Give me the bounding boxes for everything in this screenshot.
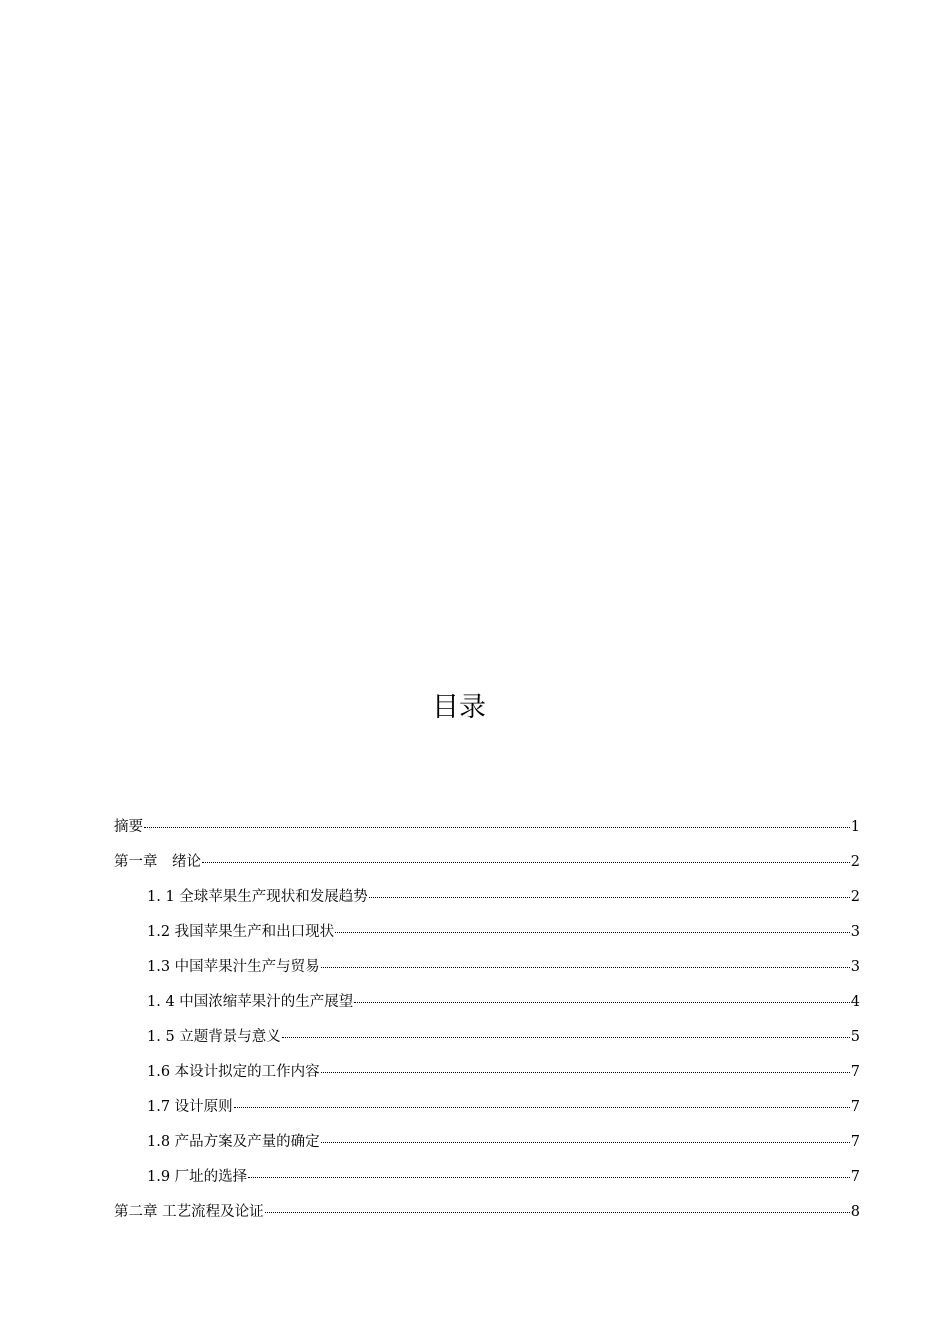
toc-dot-leader	[321, 1141, 850, 1143]
toc-entry-label: 1.6 本设计拟定的工作内容	[147, 1064, 320, 1080]
toc-entry-label: 1. 1 全球苹果生产现状和发展趋势	[147, 889, 368, 905]
toc-entry-page: 3	[850, 924, 860, 940]
toc-entry[interactable]	[114, 917, 860, 952]
toc-entry[interactable]	[114, 952, 860, 987]
toc-entry-page: 2	[850, 889, 860, 905]
toc-entry[interactable]	[114, 1162, 860, 1197]
toc-entry-label: 第一章 绪论	[114, 854, 201, 870]
toc-entry-page: 7	[850, 1169, 860, 1185]
toc-dot-leader	[248, 1176, 850, 1178]
toc-entry-label: 1. 4 中国浓缩苹果汁的生产展望	[147, 994, 354, 1010]
toc-dot-leader	[369, 896, 850, 898]
toc-entry-page: 8	[850, 1204, 860, 1220]
toc-entry[interactable]	[114, 812, 860, 847]
toc-entry-label: 摘要	[114, 819, 143, 835]
toc-dot-leader	[335, 931, 850, 933]
toc-dot-leader	[321, 1071, 850, 1073]
toc-entry-page: 7	[850, 1134, 860, 1150]
toc-entry[interactable]	[114, 987, 860, 1022]
toc-entry[interactable]	[114, 1127, 860, 1162]
toc-entry-label: 1.9 厂址的选择	[147, 1169, 248, 1185]
toc-entry-label: 1.8 产品方案及产量的确定	[147, 1134, 320, 1150]
toc-entry-page: 2	[850, 854, 860, 870]
toc-entry-label: 1. 5 立题背景与意义	[147, 1029, 281, 1045]
toc-entry-label: 1.3 中国苹果汁生产与贸易	[147, 959, 320, 975]
toc-entry-page: 3	[850, 959, 860, 975]
toc-dot-leader	[321, 966, 850, 968]
toc-entry-page: 7	[850, 1064, 860, 1080]
toc-entry[interactable]	[114, 1197, 860, 1232]
toc-entry-page: 1	[850, 819, 860, 835]
toc-entry-label: 1.2 我国苹果生产和出口现状	[147, 924, 335, 940]
toc-entry-page: 7	[850, 1099, 860, 1115]
toc-entry[interactable]	[114, 882, 860, 917]
toc-entry[interactable]	[114, 847, 860, 882]
toc-dot-leader	[144, 826, 850, 828]
toc-entry-page: 4	[850, 994, 860, 1010]
toc-entry-label: 1.7 设计原则	[147, 1099, 233, 1115]
toc-entry[interactable]	[114, 1057, 860, 1092]
toc-title: 目录	[432, 692, 486, 723]
toc-dot-leader	[202, 861, 850, 863]
toc-entry[interactable]	[114, 1092, 860, 1127]
table-of-contents	[114, 812, 860, 1232]
toc-dot-leader	[265, 1211, 850, 1213]
toc-entry-label: 第二章 工艺流程及论证	[114, 1204, 264, 1220]
toc-dot-leader	[282, 1036, 850, 1038]
toc-dot-leader	[234, 1106, 850, 1108]
toc-entry-page: 5	[850, 1029, 860, 1045]
toc-dot-leader	[354, 1001, 849, 1003]
toc-entry[interactable]	[114, 1022, 860, 1057]
